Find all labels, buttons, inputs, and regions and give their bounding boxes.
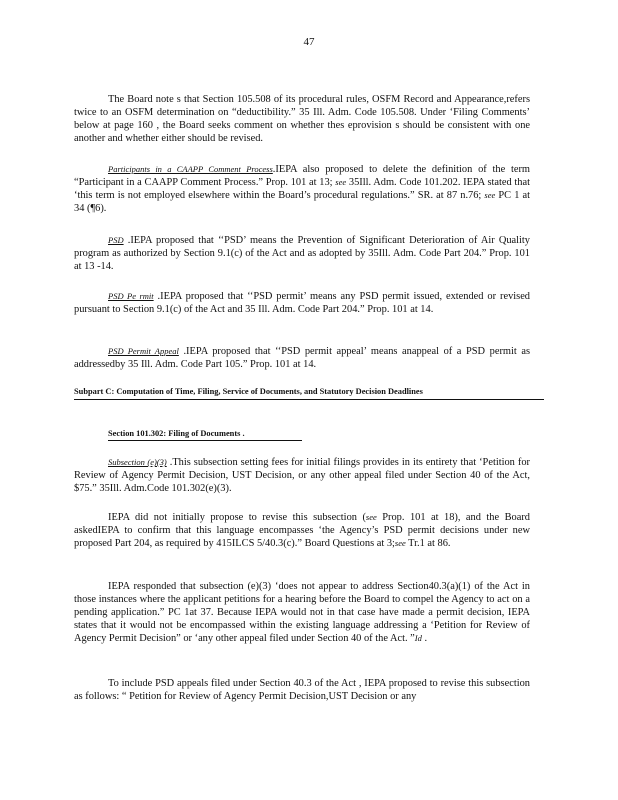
iepa-responded-text: IEPA responded that subsection (e)(3) ‘does not appear to address Section40.3(a)(1) of the Act in those instances where the applicant petitions for a hearing before the Board to compel the Agency to act on a pending application.” PC 1at 37. Because IEPA would not in that case have made a permit decision, IEPA states that it would not be encompassed within the existing language addressing a ‘Petition for Review of Agency Permit Decision” or ‘any other appeal filed under Section 40 of the Act. ” xyxy=(74,581,530,644)
heading-subsection: Subsection (e)(3) xyxy=(108,457,167,467)
see-signal: see xyxy=(365,512,377,522)
section-heading xyxy=(108,428,302,441)
paragraph-iepa-responded xyxy=(74,580,530,645)
paragraph-participants xyxy=(74,163,530,215)
iepa-initial-text-b: Prop. 101 at 18), and the Board askedIEPA to confirm that this language encompasses ‘the Agency’s PSD permit decisions under new proposed Part 204, as required by 415ILCS 5/40.3(c).” Board Questions at 3; xyxy=(74,512,530,549)
paragraph-to-include: To include PSD appeals filed under Section 40.3 of the Act , IEPA proposed to revise this subsection as follows: “ Petition for Review of Agency Permit Decision,UST Decision or any xyxy=(74,678,530,702)
paragraph-subsection xyxy=(74,456,530,495)
participants-text-3: PC 1 at 34 (¶6). xyxy=(74,190,530,214)
page-number: 47 xyxy=(303,36,315,48)
iepa-initial-text-a: IEPA did not initially propose to revise this subsection ( xyxy=(108,512,366,523)
iepa-initial-text-c: Tr.1 at 86. xyxy=(405,538,451,549)
subsection-text: .This subsection setting fees for initial filings provides in its entirety that ‘Petition for Review of Agency Permit Decision, UST Decision, or any other appeal filed under Section 40 of the Act, $75.” 35Ill. Adm.Code 101.302(e)(3). xyxy=(74,457,531,494)
heading-psd-permit: PSD Pe rmit xyxy=(108,291,154,301)
section-title: Section 101.302: Filing of Documents xyxy=(108,429,241,438)
see-signal: see xyxy=(484,190,496,200)
paragraph-iepa-initial xyxy=(74,511,530,550)
section-period: . xyxy=(242,429,245,438)
iepa-responded-end: . xyxy=(421,633,428,644)
subpart-heading: Subpart C: Computation of Time, Filing, Service of Documents, and Statutory Decision Deadlines xyxy=(74,386,544,400)
heading-psd-permit-appeal: PSD Permit Appeal xyxy=(108,346,179,356)
participants-text: .IEPA also proposed to delete the definition of the term “Participant in a CAAPP Comment Process.” Prop. 101 at 13; xyxy=(74,164,530,188)
psd-permit-appeal-text: .IEPA proposed that ‘‘PSD permit appeal’ means anappeal of a PSD permit as addressedby 35 Ill. Adm. Code Part 105.” Prop. 101 at 14. xyxy=(74,346,531,370)
heading-psd: PSD xyxy=(108,235,124,245)
paragraph-psd-permit xyxy=(74,290,530,316)
paragraph-psd-permit-appeal xyxy=(74,345,530,371)
see-signal: see xyxy=(394,538,406,548)
psd-permit-text: .IEPA proposed that ‘‘PSD permit’ means any PSD permit issued, extended or revised pursuant to Section 9.1(c) of the Act and 35 Ill. Adm. Code Part 204.” Prop. 101 at 14. xyxy=(74,291,530,315)
id-signal: Id xyxy=(414,633,422,643)
see-signal: see xyxy=(335,177,347,187)
paragraph-psd xyxy=(74,234,530,273)
psd-text: .IEPA proposed that ‘‘PSD’ means the Prevention of Significant Deterioration of Air Quality program as authorized by Section 9.1(c) of the Act and as adopted by 35Ill. Adm. Code Part 204.” Prop. 101 at 13 -14. xyxy=(74,235,530,272)
participants-text-2: 35Ill. Adm. Code 101.202. IEPA stated that ‘this term is not employed elsewhere within the Board’s procedural regulations.” SR. at 87 n.76; xyxy=(74,177,530,201)
heading-participants: Participants in a CAAPP Comment Process xyxy=(108,164,273,174)
paragraph-osfm: The Board note s that Section 105.508 of its procedural rules, OSFM Record and Appearance,refers twice to an OSFM determination on “deductibility.” 35 Ill. Adm. Code 105.508. Under ‘Filing Comments’ below at page 160 , the Board seeks comment on whether thes eprovision s should be consistent with one another and whether either should be revised. xyxy=(74,94,530,144)
